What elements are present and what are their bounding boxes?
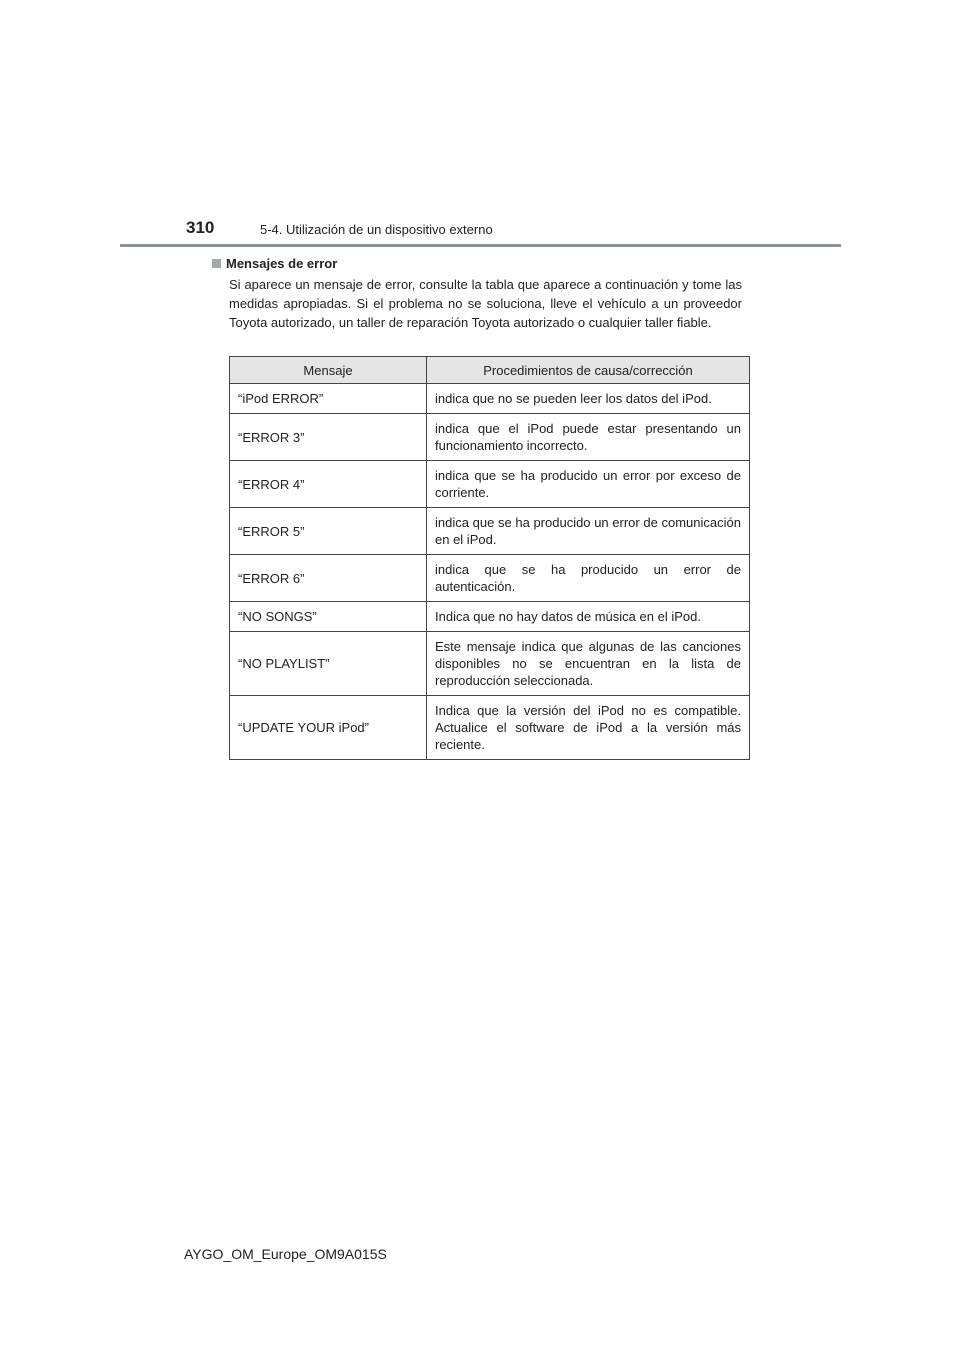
- message-cell: “ERROR 3”: [230, 414, 427, 461]
- description-cell: indica que se ha producido un error por exceso de corriente.: [427, 461, 750, 508]
- table-row: [230, 696, 750, 760]
- error-messages-table: [229, 356, 750, 760]
- description-cell: Este mensaje indica que algunas de las canciones disponibles no se encuentran en la lista de reproducción seleccionada.: [427, 632, 750, 696]
- description-cell: Indica que no hay datos de música en el iPod.: [427, 602, 750, 632]
- footer-document-code: AYGO_OM_Europe_OM9A015S: [184, 1246, 387, 1262]
- subheading-text: Mensajes de error: [226, 256, 338, 271]
- message-cell: “NO SONGS”: [230, 602, 427, 632]
- table-row: [230, 414, 750, 461]
- square-bullet-icon: [212, 259, 221, 268]
- description-cell: indica que se ha producido un error de autenticación.: [427, 555, 750, 602]
- message-cell: “NO PLAYLIST”: [230, 632, 427, 696]
- description-cell: indica que no se pueden leer los datos del iPod.: [427, 384, 750, 414]
- description-cell: Indica que la versión del iPod no es compatible. Actualice el software de iPod a la versión más reciente.: [427, 696, 750, 760]
- message-cell: “iPod ERROR”: [230, 384, 427, 414]
- description-cell: indica que se ha producido un error de comunicación en el iPod.: [427, 508, 750, 555]
- table-row: [230, 602, 750, 632]
- table-row: [230, 508, 750, 555]
- column-header-procedure: Procedimientos de causa/corrección: [427, 357, 750, 384]
- message-cell: “UPDATE YOUR iPod”: [230, 696, 427, 760]
- table-row: [230, 555, 750, 602]
- column-header-message: Mensaje: [230, 357, 427, 384]
- table-row: [230, 632, 750, 696]
- header-divider: [120, 244, 841, 247]
- intro-paragraph: Si aparece un mensaje de error, consulte la tabla que aparece a continuación y tome las medidas apropiadas. Si el problema no se soluciona, lleve el vehículo a un proveedor Toyota autorizado, un taller de reparación Toyota autorizado o cualquier taller fiable.: [229, 277, 742, 330]
- message-cell: “ERROR 4”: [230, 461, 427, 508]
- message-cell: “ERROR 5”: [230, 508, 427, 555]
- subheading: [212, 256, 337, 271]
- table-header-row: [230, 357, 750, 384]
- table-row: [230, 461, 750, 508]
- message-cell: “ERROR 6”: [230, 555, 427, 602]
- table-row: [230, 384, 750, 414]
- page-number: 310: [186, 218, 215, 237]
- description-cell: indica que el iPod puede estar presentando un funcionamiento incorrecto.: [427, 414, 750, 461]
- section-title: 5-4. Utilización de un dispositivo externo: [260, 222, 493, 237]
